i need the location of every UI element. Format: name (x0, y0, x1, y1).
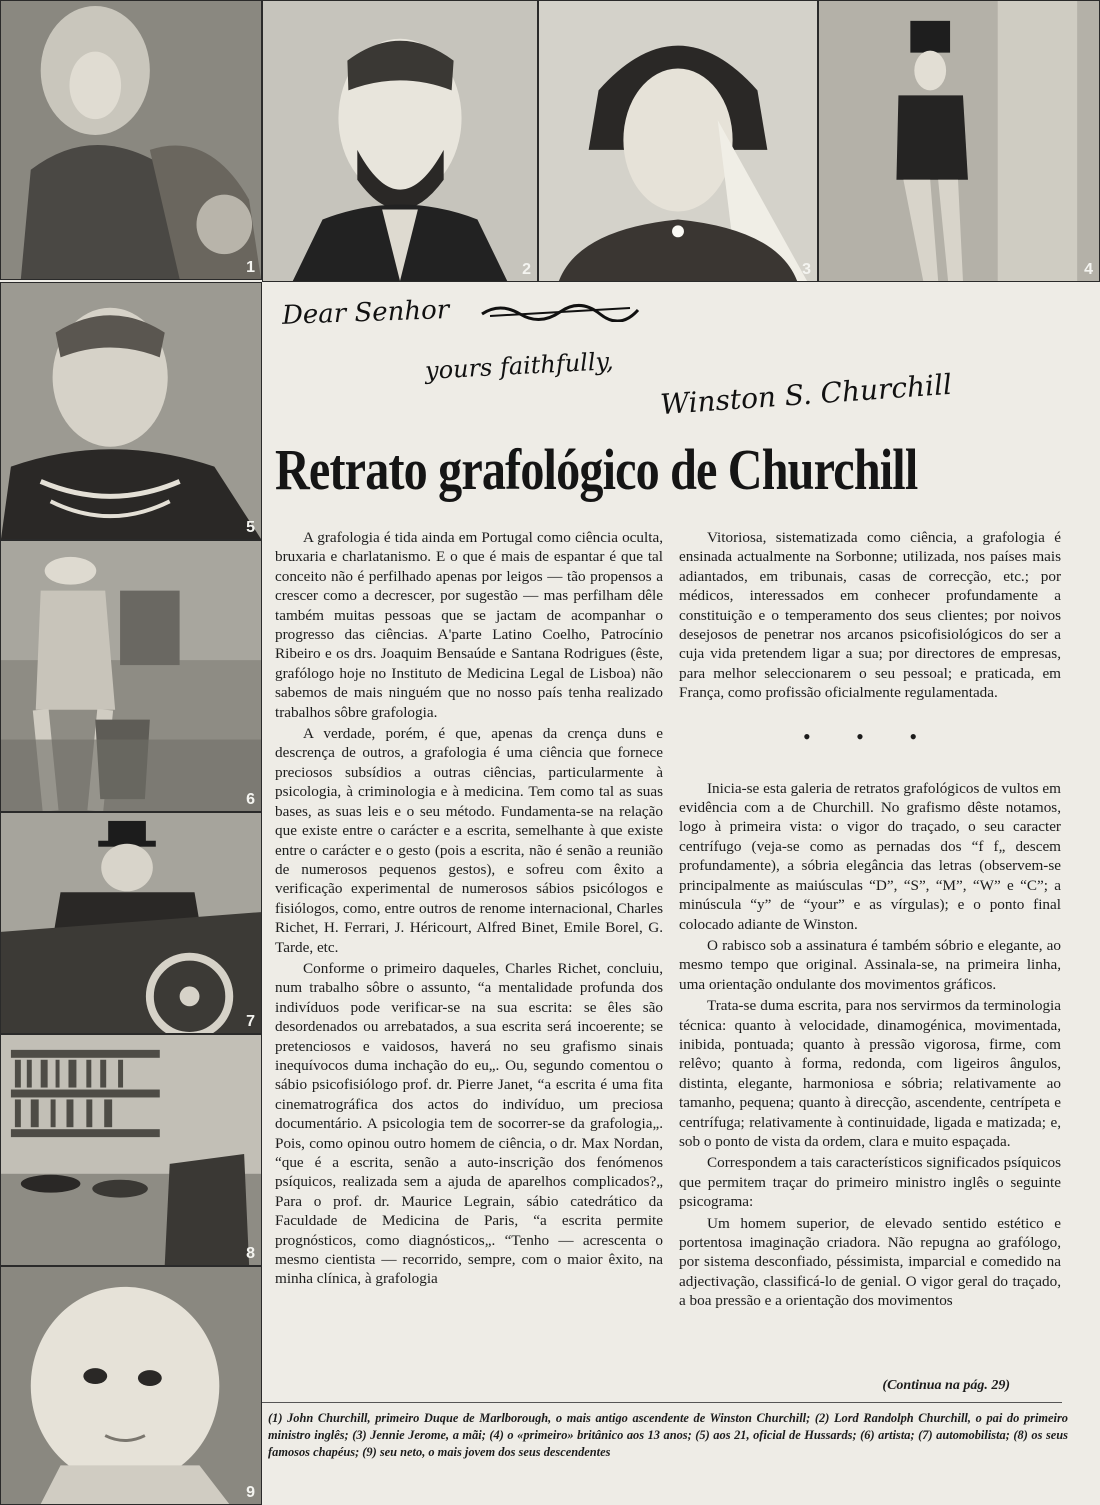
photo-number: 3 (802, 261, 811, 278)
paragraph: Correspondem a tais característicos significados psíquicos que permitem traçar do primeiro ministro inglês o seguinte psicograma: (679, 1154, 1061, 1211)
section-separator: • • • (802, 723, 938, 749)
photo-churchill-painting (0, 540, 262, 812)
photo-number: 5 (246, 519, 255, 536)
photo-number: 2 (522, 261, 531, 278)
photo-number: 7 (246, 1013, 255, 1030)
photo-jennie-jerome (538, 0, 818, 282)
photo-churchill-grandson (0, 1266, 262, 1505)
handwriting-salutation: Dear Senhor (281, 295, 450, 331)
photo-caption: (1) John Churchill, primeiro Duque de Marlborough, o mais antigo ascendente de Winston Churchill; (2) Lord Randolph Churchill, o pai do primeiro ministro inglês; (3) Jennie Jerome, a mãi; (4) o «primeiro» britânico aos 13 anos; (5) aos 21, oficial de Hussards; (6) artista; (7) automobilista; (8) os seus famosos chapéus; (9) seu neto, o mais jovem dos seus descendentes (268, 1411, 1068, 1459)
photo-number: 6 (246, 791, 255, 808)
photo-churchill-hussar (0, 282, 262, 540)
photo-marlborough (0, 0, 262, 280)
paragraph: Trata-se duma escrita, para nos servirmos da terminologia técnica: quanto à velocidade, dinamogénica, movimentada, inibida, pontuada; quanto à pressão vigorosa, firme, com relêvo; quanto à forma, redonda, com ligeiros ângulos, distinta, elegante, harmoniosa e sóbria; relativamente ao tamanho, pequena; quanto à direcção, ascendente, centrípeta e centrífuga; relativamente à continuidade, ligada e matizada; e, sob o ponto de vista da ordem, clara e muito espaçada. (679, 997, 1061, 1150)
paragraph: A verdade, porém, é que, apenas da crença duns e descrença de outros, a grafologia é uma ciência que fornece preciosos subsídios a outras ciências, particularmente à psicologia, à criminologia e à medicina. Tem como tal as suas bases, as suas leis e o seu método. Fundamenta-se na relação que existe entre o carácter e a escrita, semelhante à que existe entre o carácter e o gesto (pois a escrita, não é senão a reunião de numerosos pequenos gestos), e sofreu com êxito a verificação experimental de numerosos sábios psicólogos e fisiólogos, como, entre outros de renome internacional, Charles Richet, H. Ferrari, J. Héricourt, Alfred Binet, Emile Borel, G. Tarde, etc. (275, 725, 663, 956)
photo-churchill-hats (0, 1034, 262, 1266)
article-column-right (679, 528, 1061, 1311)
article-column-left (275, 528, 663, 1289)
photo-randolph-churchill (262, 0, 538, 282)
handwriting-closing: yours faithfully, (424, 347, 615, 385)
caption-divider (262, 1402, 1062, 1403)
photo-churchill-car (0, 812, 262, 1034)
paragraph: A grafologia é tida ainda em Portugal como ciência oculta, bruxaria e charlatanismo. E o que é mais de espantar é que tal conceito não é perfilhado apenas por leigos — tão propensos a crescer como a decrescer, por sugestão — mas perfilham dêle também muitas pessoas que se jactam de acompanhar o progresso das ciências. A'parte Latino Coelho, Patrocínio Ribeiro e os drs. Joaquim Bensaúde e Santana Rodrigues (êste, grafólogo hoje no Instituto de Medicina Legal de Lisboa) não sabemos de mais ninguém que no nosso país tenha realizado trabalhos sôbre grafologia. (275, 529, 663, 721)
handwriting-signature: Winston S. Churchill (659, 367, 953, 422)
paragraph: Um homem superior, de elevado sentido estético e portentosa imaginação criadora. Não repugna ao grafólogo, por sistema desconfiado, péssimista, imparcial e comedido na adjectivação, classificá-lo de genial. O vigor geral do traçado, a boa pressão e a orientação dos movimentos (679, 1214, 1061, 1310)
continued-note: (Continua na pág. 29) (882, 1378, 1010, 1393)
article-title: Retrato grafológico de Churchill (275, 437, 918, 502)
handwriting-scribble (480, 300, 640, 322)
photo-number: 8 (246, 1245, 255, 1262)
paragraph: Conforme o primeiro daqueles, Charles Richet, concluiu, num trabalho sôbre o assunto, “a mentalidade profunda dos indivíduos pode verificar-se na sua escrita: se êles são desordenados ou arrebatados, a sua escrita será incoerente; se pretenciosos e vaidosos, haverá no seu grafismo sinais inequívocos duma inchação do eu„. Ou, segundo comentou o sábio psicofisiólogo prof. dr. Pierre Janet, “a escrita é uma fita cinematrográfica dos actos do indivíduo, um preciosa documentário. A psicologia tem de socorrer-se da grafologia„. Pois, como opinou outro homem de ciência, o dr. Max Nordan, “que é a escrita, senão a auto-inscrição dos fenómenos psíquicos, realizada sem a ajuda de aparelhos complicados?„ Para o prof. dr. Maurice Legrain, sábio catedrático da Faculdade de Medicina de Paris, “a escrita permite prognósticos, como diagnósticos„. “Tenho — acrescenta o mesmo cientista — recorrido, sempre, com o maior êxito, na minha clínica, à grafologia (275, 959, 663, 1288)
photo-churchill-age-13 (818, 0, 1100, 282)
photo-number: 4 (1084, 261, 1093, 278)
photo-number: 1 (246, 259, 255, 276)
paragraph: O rabisco sob a assinatura é também sóbrio e elegante, ao mesmo tempo que original. Assinala-se, na primeira linha, uma orientação ondulante dos movimentos gráficos. (679, 936, 1061, 993)
photo-number: 9 (246, 1484, 255, 1501)
paragraph: Vitoriosa, sistematizada como ciência, a grafologia é ensinada actualmente na Sorbonne; utilizada, nos países mais adiantados, em tribunais, casas de correcção, etc.; por médicos, interessados em conhecer profundamente a constituição e o temperamento dos seus clientes; por noivos desejosos de penetrar nos arcanos psicofisiológicos do ser a cuja vida pretendem ligar a sua; por directores de empresas, para melhor seleccionarem o seu pessoal; e praticada, em França, como profissão oficialmente regulamentada. (679, 529, 1061, 702)
paragraph: Inicia-se esta galeria de retratos grafológicos de vultos em evidência com a de Churchill. No grafismo dêste notamos, logo à primeira vista: o vigor do traçado, o seu caracter centrífugo (veja-se como as pernadas dos “f f„ descem profundamente), a sóbria elegância das letras (observem-se principalmente as maiúsculas “D”, “S”, “M”, “W” e “C”; a minúscula “y” de “your” e as vírgulas); e o ponto final colocado adiante de Winston. (679, 779, 1061, 933)
